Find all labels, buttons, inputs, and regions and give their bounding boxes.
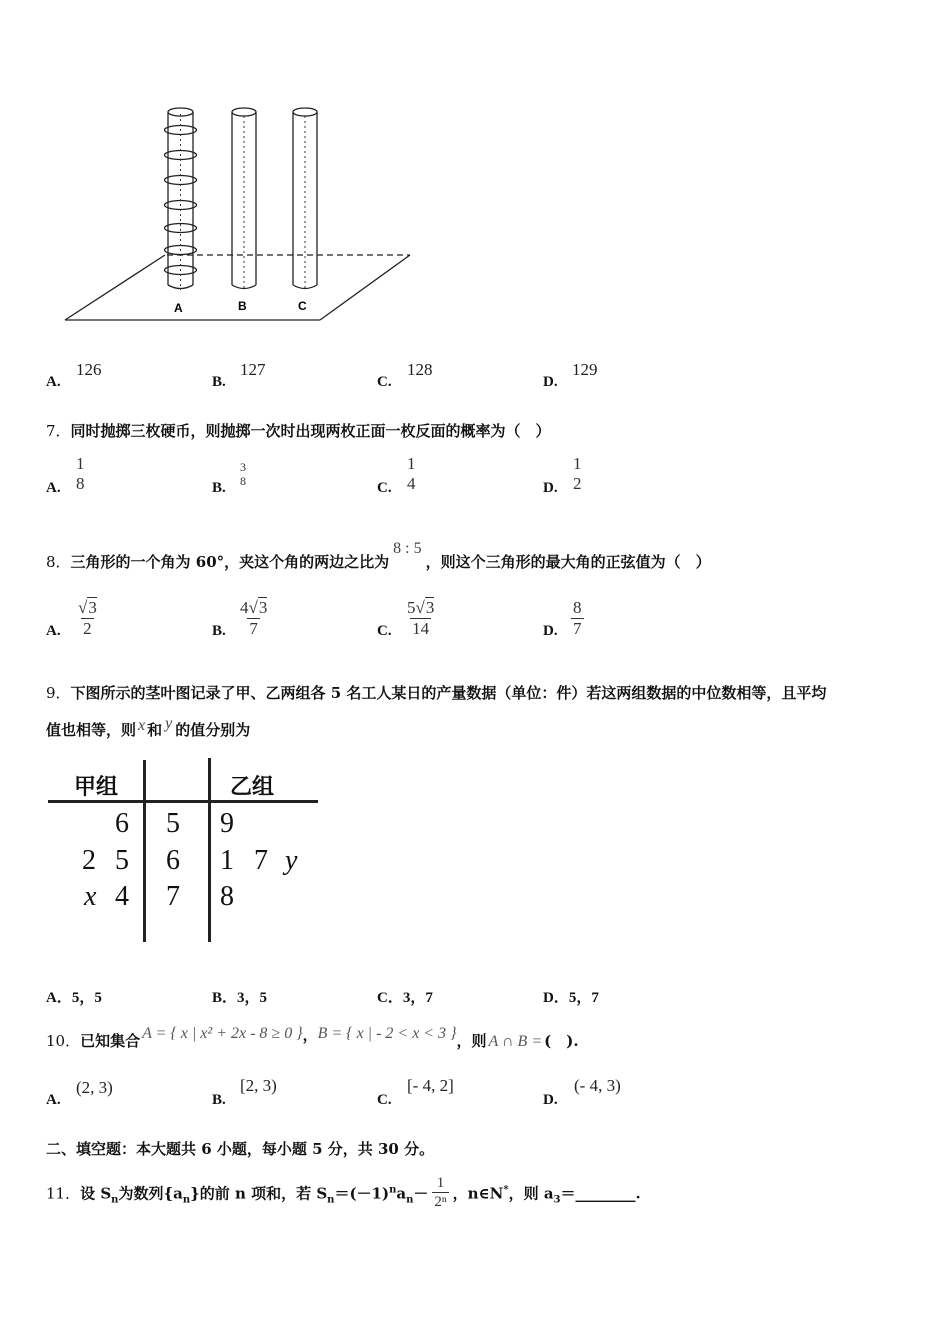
q9-line-1 [46, 682, 826, 703]
q9-option-c: C．3，7 [377, 990, 433, 1006]
q7-option-c-fraction: 1 4 [407, 454, 416, 493]
q9-number: 9． [46, 684, 71, 702]
q6-option-d-letter: D. [543, 374, 558, 390]
q9-option-a: A．5，5 [46, 990, 102, 1006]
row2-stem: 6 [166, 845, 180, 876]
rod-label-a: A [174, 301, 183, 315]
rod-b [232, 108, 256, 289]
q10-option-d-letter: D. [543, 1092, 558, 1108]
q6-option-c-letter: C. [377, 374, 392, 390]
q10-option-c-value: [- 4, 2] [407, 1076, 454, 1095]
q8-option-c-fraction: $\frac{5√3}{14}$ [407, 598, 435, 638]
q11-number: 11． [46, 1184, 81, 1203]
row2-right-leaf-3: y [285, 845, 298, 876]
q10-text-after: ( ). [544, 1032, 579, 1050]
row3-stem: 7 [166, 881, 180, 912]
q10-number: 10． [46, 1032, 81, 1050]
q10-set-a: A = { x | x² + 2x - 8 ≥ 0 } [142, 1025, 303, 1042]
q9-option-b: B．3，5 [212, 990, 268, 1006]
q7-option-b-letter: B. [212, 480, 226, 496]
q8-stem [46, 540, 711, 572]
q8-text-before: 三角形的一个角为 60°，夹这个角的两边之比为 [70, 553, 390, 571]
q8-number: 8． [46, 553, 71, 571]
q10-set-b: B = { x | - 2 < x < 3 } [317, 1025, 457, 1042]
q10-option-d-value: (- 4, 3) [574, 1076, 621, 1095]
q10-option-a-value: (2, 3) [76, 1078, 113, 1097]
q8-option-d-letter: D. [543, 623, 558, 639]
q10-text-before: 已知集合 [80, 1032, 141, 1050]
q6-option-c-value: 128 [407, 360, 433, 379]
q10-expression: A ∩ B = [488, 1033, 543, 1050]
row2-left-leaf-1: 2 [82, 845, 96, 876]
q8-option-a-fraction: $\frac{√3}{2}$ [78, 598, 97, 638]
section-2-title: 二、填空题：本大题共 6 小题，每小题 5 分，共 30 分。 [46, 1140, 435, 1158]
row1-stem: 5 [166, 808, 180, 839]
row1-right-leaf-1: 9 [220, 808, 234, 839]
row3-left-leaf-1: x [84, 881, 97, 912]
q11-stem: 11．设 $S_n$为数列$\{a_n\}$的前 n 项和，若 $S_n=(-1)^na_n-$ $\frac{1}{\text{2ⁿ}}$ ，n∈N*，则 $a_3=\_\_\_\_\_\_\_\_$. [46, 1175, 641, 1210]
q7-option-a-fraction: 1 8 [76, 454, 85, 493]
q6-option-b-value: 127 [240, 360, 266, 379]
q9-option-d: D．5，7 [543, 990, 599, 1006]
q11-fraction: $\frac{1}{\text{2ⁿ}}$ [434, 1175, 447, 1210]
q6-option-d-value: 129 [572, 360, 598, 379]
rods-figure [55, 100, 425, 330]
table-divider-right [208, 758, 211, 942]
q7-number: 7． [46, 422, 71, 440]
rod-c [293, 108, 317, 289]
q8-option-c-letter: C. [377, 623, 392, 639]
rod-a [165, 108, 197, 290]
left-group-header: 甲组 [74, 775, 119, 800]
q7-text: 同时抛掷三枚硬币，则抛掷一次时出现两枚正面一枚反面的概率为（ ） [70, 422, 551, 440]
q9-text-c: 的值分别为 [175, 721, 251, 739]
q9-var-y: y [165, 715, 173, 732]
q8-option-a-letter: A. [46, 623, 61, 639]
q9-var-x: x [138, 717, 146, 734]
q7-stem [46, 420, 551, 441]
q6-option-a-value: 126 [76, 360, 102, 379]
q8-ratio: 8 : 5 [393, 540, 422, 557]
q7-option-d-fraction: 1 2 [573, 454, 582, 493]
row3-right-leaf-1: 8 [220, 881, 234, 912]
row1-left-leaf-1: 6 [115, 808, 129, 839]
q9-text-b: 和 [147, 721, 163, 739]
q10-option-b-letter: B. [212, 1092, 226, 1108]
q9-text-a: 值也相等，则 [46, 721, 137, 739]
q8-option-b-fraction: $\frac{4√3}{7}$ [240, 598, 268, 638]
q9-line-2 [46, 715, 251, 740]
q10-option-c-letter: C. [377, 1092, 392, 1108]
q8-text-after: ，则这个三角形的最大角的正弦值为（ ） [425, 553, 711, 571]
q6-option-b-letter: B. [212, 374, 226, 390]
q10-option-b-value: [2, 3) [240, 1076, 277, 1095]
q10-separator: ， [302, 1026, 318, 1044]
q7-option-d-letter: D. [543, 480, 558, 496]
row2-right-leaf-1: 1 [220, 845, 234, 876]
row2-right-leaf-2: 7 [254, 845, 268, 876]
rod-label-c: C [298, 299, 307, 313]
q8-option-d-fraction: $\frac{8}{7}$ [573, 598, 582, 638]
q9-text-line-1: 下图所示的茎叶图记录了甲、乙两组各 5 名工人某日的产量数据（单位：件）若这两组数据的中位数相等，且平均 [70, 684, 827, 702]
q10-text-mid: ，则 [456, 1032, 487, 1050]
q7-option-b-fraction: 3 8 [240, 460, 246, 488]
row3-left-leaf-2: 4 [115, 881, 129, 912]
rod-label-b: B [238, 299, 247, 313]
q7-option-c-letter: C. [377, 480, 392, 496]
q10-stem [46, 1025, 579, 1051]
row2-left-leaf-2: 5 [115, 845, 129, 876]
right-group-header: 乙组 [230, 775, 275, 800]
q7-option-a-letter: A. [46, 480, 61, 496]
q8-option-b-letter: B. [212, 623, 226, 639]
q6-option-a-letter: A. [46, 374, 61, 390]
q10-option-a-letter: A. [46, 1092, 61, 1108]
table-divider-left [143, 760, 146, 942]
